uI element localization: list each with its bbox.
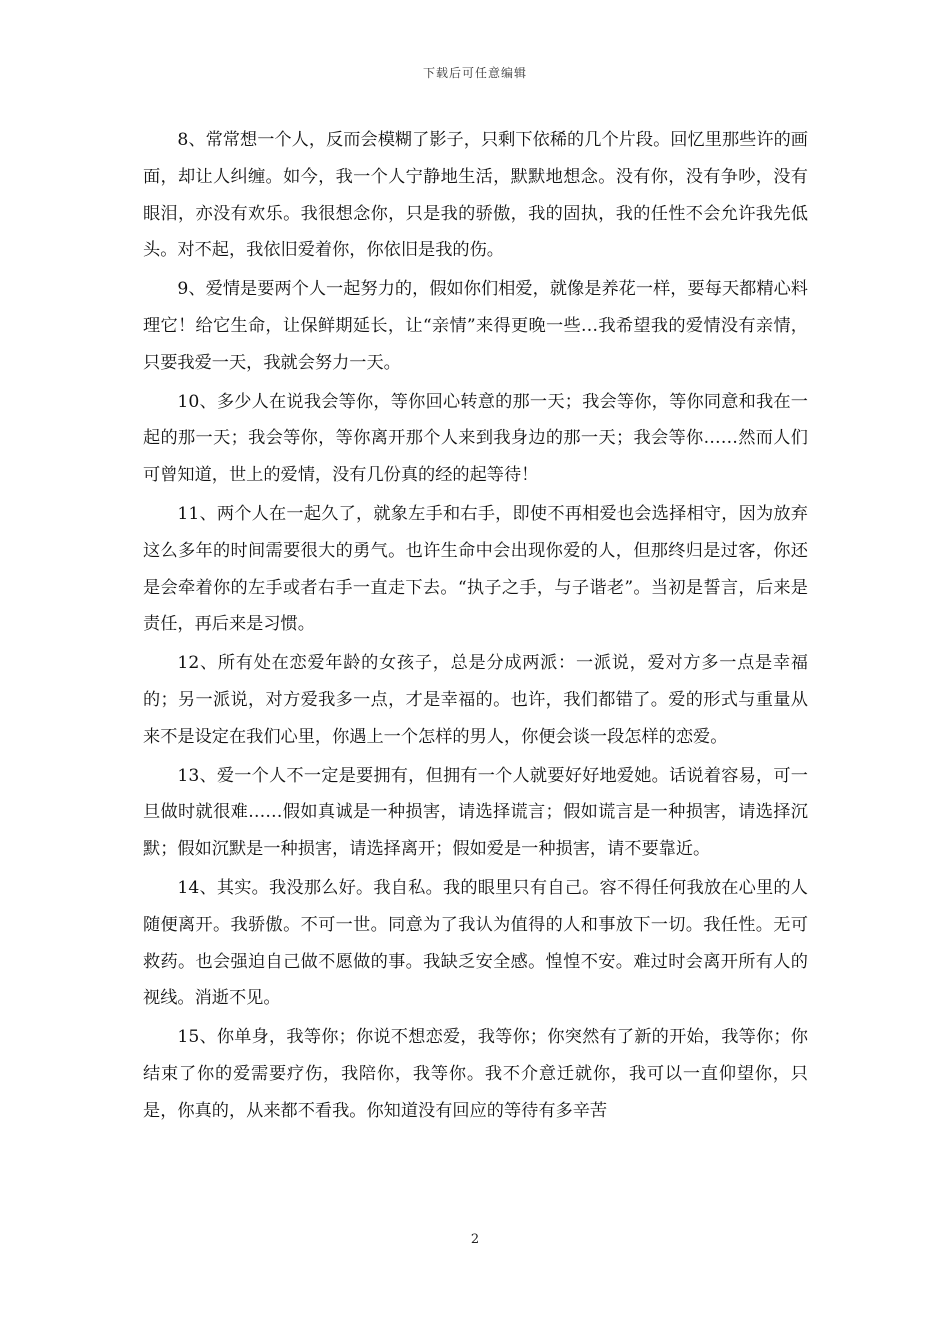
paragraph-12: 12、所有处在恋爱年龄的女孩子，总是分成两派：一派说，爱对方多一点是幸福的；另一派说，对方爱我多一点，才是幸福的。也许，我们都错了。爱的形式与重量从来不是设定在我们心里，你遇上一个怎样的男人，你便会谈一段怎样的恋爱。 xyxy=(143,653,808,747)
paragraph-11: 11、两个人在一起久了，就象左手和右手，即使不再相爱也会选择相守，因为放弃这么多年的时间需要很大的勇气。也许生命中会出现你爱的人，但那终归是过客，你还是会牵着你的左手或者右手一直走下去。“执子之手，与子谐老”。当初是誓言，后来是责任，再后来是习惯。 xyxy=(143,503,808,635)
paragraph-9: 9、爱情是要两个人一起努力的，假如你们相爱，就像是养花一样，要每天都精心料理它！给它生命，让保鲜期延长，让“亲情”来得更晚一些…我希望我的爱情没有亲情，只要我爱一天，我就会努力一天。 xyxy=(143,279,808,373)
paragraph-15: 15、你单身，我等你；你说不想恋爱，我等你；你突然有了新的开始，我等你；你结束了你的爱需要疗伤，我陪你，我等你。我不介意迁就你，我可以一直仰望你，只是，你真的，从来都不看我。你知道没有回应的等待有多辛苦 xyxy=(143,1027,808,1121)
paragraph-8: 8、常常想一个人，反而会模糊了影子，只剩下依稀的几个片段。回忆里那些许的画面，却让人纠缠。如今，我一个人宁静地生活，默默地想念。没有你，没有争吵，没有眼泪，亦没有欢乐。我很想念你，只是我的骄傲，我的固执，我的任性不会允许我先低头。对不起，我依旧爱着你，你依旧是我的伤。 xyxy=(143,130,808,261)
paragraph-13: 13、爱一个人不一定是要拥有，但拥有一个人就要好好地爱她。话说着容易，可一旦做时就很难……假如真诚是一种损害，请选择谎言；假如谎言是一种损害，请选择沉默；假如沉默是一种损害，请选择离开；假如爱是一种损害，请不要靠近。 xyxy=(143,765,808,860)
page-number: 2 xyxy=(470,1232,480,1247)
paragraph-14: 14、其实。我没那么好。我自私。我的眼里只有自己。容不得任何我放在心里的人随便离开。我骄傲。不可一世。同意为了我认为值得的人和事放下一切。我任性。无可救药。也会强迫自己做不愿做的事。我缺乏安全感。惶惶不安。难过时会离开所有人的视线。消逝不见。 xyxy=(143,877,808,1009)
page-header: 下载后可任意编辑 xyxy=(422,66,527,80)
document-body xyxy=(143,122,808,1132)
paragraph-10: 10、多少人在说我会等你，等你回心转意的那一天；我会等你，等你同意和我在一起的那一天；我会等你，等你离开那个人来到我身边的那一天；我会等你……然而人们可曾知道，世上的爱情，没有几份真的经的起等待！ xyxy=(143,391,808,486)
